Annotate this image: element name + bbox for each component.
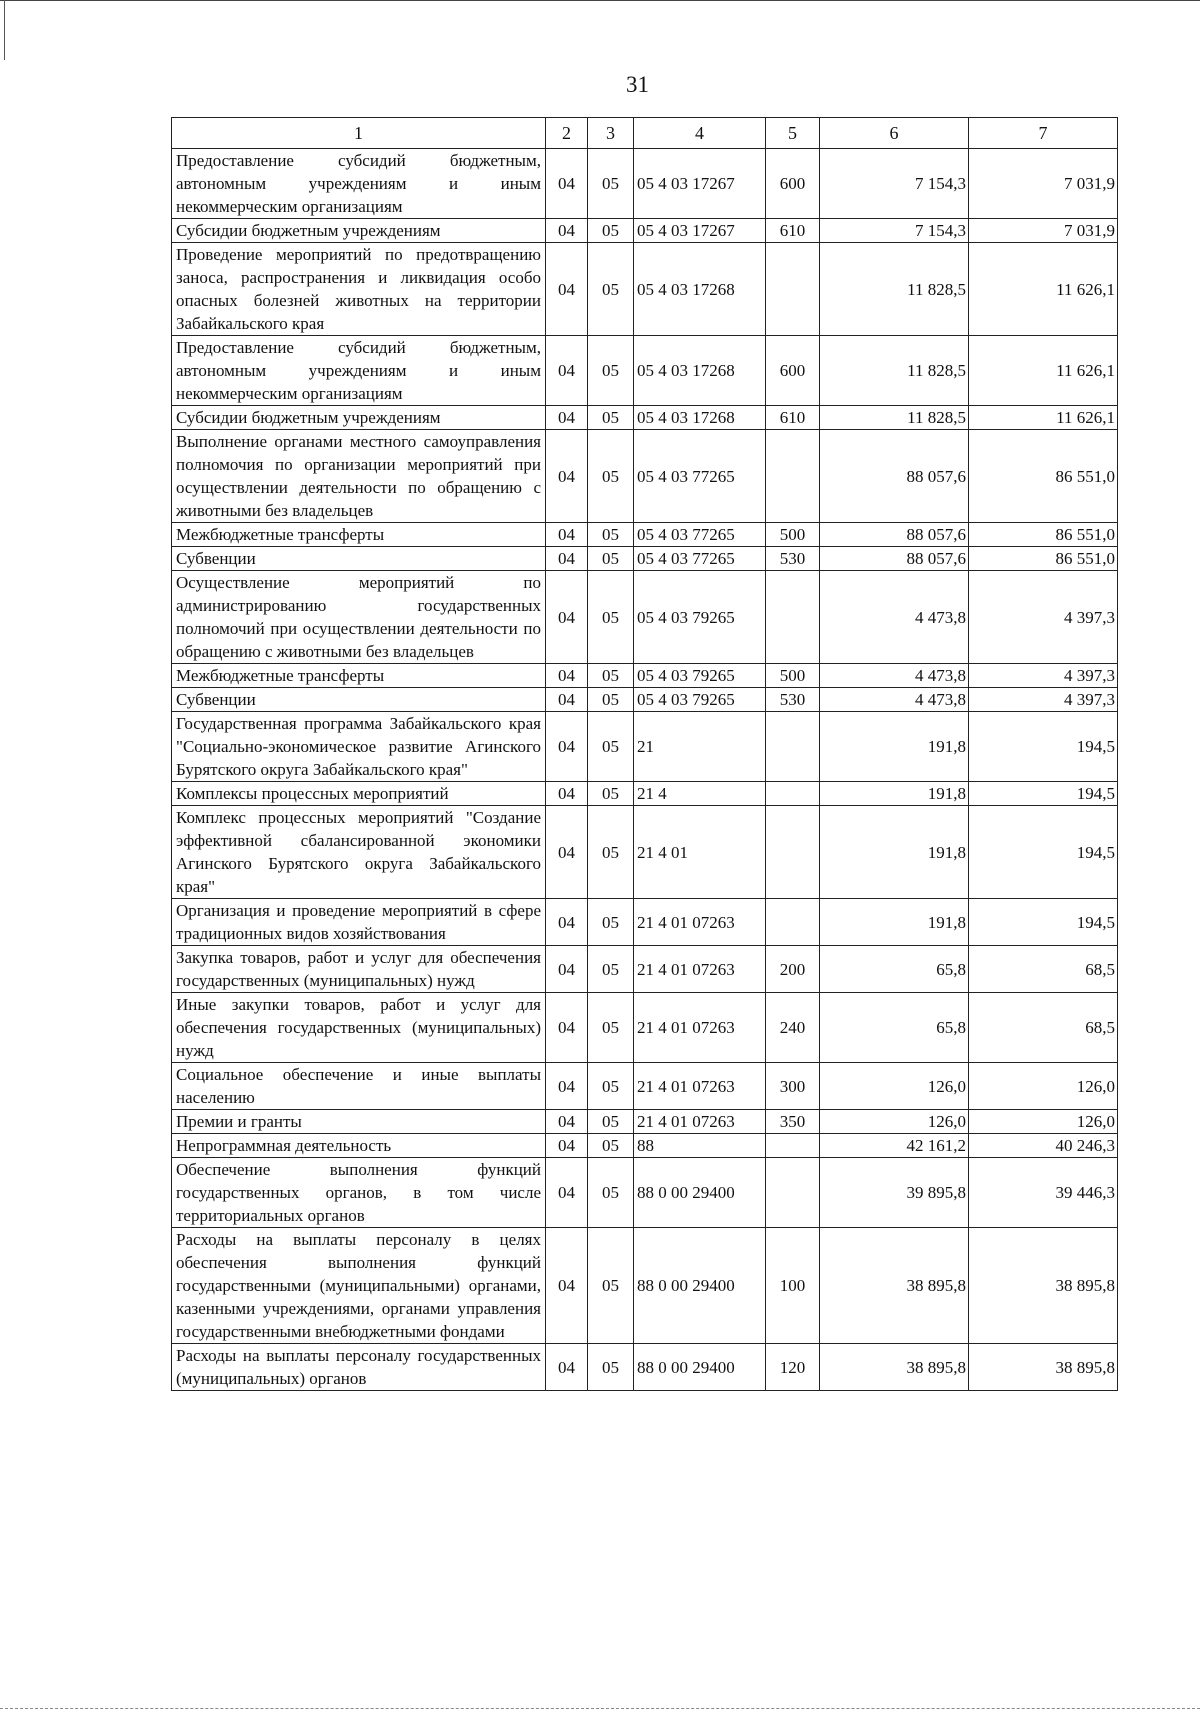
row-description: Комплексы процессных мероприятий bbox=[172, 782, 546, 806]
row-amount-col6: 65,8 bbox=[820, 946, 969, 993]
row-expense-type bbox=[766, 899, 820, 946]
header-cell: 6 bbox=[820, 118, 969, 149]
row-description: Межбюджетные трансферты bbox=[172, 664, 546, 688]
row-amount-col7: 4 397,3 bbox=[969, 664, 1118, 688]
row-amount-col7: 38 895,8 bbox=[969, 1228, 1118, 1344]
row-subsection: 05 bbox=[588, 430, 634, 523]
row-expense-type bbox=[766, 571, 820, 664]
table-row bbox=[172, 688, 1118, 712]
header-cell: 4 bbox=[634, 118, 766, 149]
row-subsection: 05 bbox=[588, 149, 634, 219]
row-section: 04 bbox=[546, 523, 588, 547]
scan-edge-bottom bbox=[0, 1708, 1200, 1709]
table-row bbox=[172, 430, 1118, 523]
row-amount-col6: 11 828,5 bbox=[820, 406, 969, 430]
row-subsection: 05 bbox=[588, 219, 634, 243]
row-description: Расходы на выплаты персоналу в целях обеспечения выполнения функций государственными (муниципальными) органами, казенными учреждениями, органами управления государственными внебюджетными фондами bbox=[172, 1228, 546, 1344]
row-description: Субвенции bbox=[172, 547, 546, 571]
row-section: 04 bbox=[546, 1134, 588, 1158]
row-subsection: 05 bbox=[588, 336, 634, 406]
row-section: 04 bbox=[546, 243, 588, 336]
row-amount-col7: 38 895,8 bbox=[969, 1344, 1118, 1391]
row-target-article: 05 4 03 17267 bbox=[634, 219, 766, 243]
row-amount-col6: 42 161,2 bbox=[820, 1134, 969, 1158]
row-description: Межбюджетные трансферты bbox=[172, 523, 546, 547]
row-amount-col6: 191,8 bbox=[820, 712, 969, 782]
row-amount-col7: 126,0 bbox=[969, 1110, 1118, 1134]
row-amount-col6: 126,0 bbox=[820, 1063, 969, 1110]
row-amount-col6: 4 473,8 bbox=[820, 664, 969, 688]
table-row bbox=[172, 1228, 1118, 1344]
header-cell: 5 bbox=[766, 118, 820, 149]
row-description: Выполнение органами местного самоуправления полномочия по организации мероприятий при осуществлении деятельности по обращению с животными без владельцев bbox=[172, 430, 546, 523]
table-row bbox=[172, 1158, 1118, 1228]
row-expense-type bbox=[766, 806, 820, 899]
table-row bbox=[172, 1063, 1118, 1110]
row-description: Государственная программа Забайкальского края "Социально-экономическое развитие Агинского Бурятского округа Забайкальского края" bbox=[172, 712, 546, 782]
row-subsection: 05 bbox=[588, 523, 634, 547]
row-description: Осуществление мероприятий по администрированию государственных полномочий при осуществлении деятельности по обращению с животными без владельцев bbox=[172, 571, 546, 664]
row-amount-col7: 39 446,3 bbox=[969, 1158, 1118, 1228]
row-section: 04 bbox=[546, 946, 588, 993]
row-subsection: 05 bbox=[588, 1063, 634, 1110]
row-expense-type: 610 bbox=[766, 406, 820, 430]
row-target-article: 21 4 01 07263 bbox=[634, 993, 766, 1063]
row-amount-col6: 88 057,6 bbox=[820, 430, 969, 523]
table-row bbox=[172, 1344, 1118, 1391]
row-amount-col6: 65,8 bbox=[820, 993, 969, 1063]
row-section: 04 bbox=[546, 571, 588, 664]
row-amount-col6: 191,8 bbox=[820, 782, 969, 806]
row-section: 04 bbox=[546, 688, 588, 712]
row-amount-col6: 191,8 bbox=[820, 806, 969, 899]
row-amount-col7: 86 551,0 bbox=[969, 547, 1118, 571]
row-amount-col7: 68,5 bbox=[969, 946, 1118, 993]
row-subsection: 05 bbox=[588, 1110, 634, 1134]
row-section: 04 bbox=[546, 406, 588, 430]
row-target-article: 21 4 bbox=[634, 782, 766, 806]
row-subsection: 05 bbox=[588, 1344, 634, 1391]
row-expense-type: 240 bbox=[766, 993, 820, 1063]
row-expense-type bbox=[766, 243, 820, 336]
row-description: Комплекс процессных мероприятий "Создание эффективной сбалансированной экономики Агинского Бурятского округа Забайкальского края" bbox=[172, 806, 546, 899]
row-target-article: 21 4 01 07263 bbox=[634, 1063, 766, 1110]
row-amount-col6: 4 473,8 bbox=[820, 571, 969, 664]
row-expense-type: 300 bbox=[766, 1063, 820, 1110]
row-expense-type: 600 bbox=[766, 149, 820, 219]
row-subsection: 05 bbox=[588, 664, 634, 688]
row-amount-col7: 194,5 bbox=[969, 712, 1118, 782]
row-description: Организация и проведение мероприятий в сфере традиционных видов хозяйствования bbox=[172, 899, 546, 946]
table-row bbox=[172, 1134, 1118, 1158]
page-number: 31 bbox=[626, 72, 649, 97]
row-description: Субвенции bbox=[172, 688, 546, 712]
row-expense-type: 500 bbox=[766, 523, 820, 547]
row-target-article: 05 4 03 17267 bbox=[634, 149, 766, 219]
row-amount-col6: 7 154,3 bbox=[820, 149, 969, 219]
row-description: Предоставление субсидий бюджетным, автономным учреждениям и иным некоммерческим организациям bbox=[172, 336, 546, 406]
row-description: Субсидии бюджетным учреждениям bbox=[172, 219, 546, 243]
row-amount-col7: 126,0 bbox=[969, 1063, 1118, 1110]
table-row bbox=[172, 1110, 1118, 1134]
table-row bbox=[172, 664, 1118, 688]
scan-edge-top bbox=[0, 0, 1200, 4]
table-row bbox=[172, 712, 1118, 782]
row-target-article: 21 4 01 07263 bbox=[634, 1110, 766, 1134]
row-target-article: 05 4 03 79265 bbox=[634, 571, 766, 664]
row-expense-type: 120 bbox=[766, 1344, 820, 1391]
row-expense-type: 200 bbox=[766, 946, 820, 993]
row-section: 04 bbox=[546, 993, 588, 1063]
row-description: Расходы на выплаты персоналу государственных (муниципальных) органов bbox=[172, 1344, 546, 1391]
row-subsection: 05 bbox=[588, 688, 634, 712]
row-expense-type bbox=[766, 1134, 820, 1158]
row-description: Непрограммная деятельность bbox=[172, 1134, 546, 1158]
row-section: 04 bbox=[546, 1063, 588, 1110]
table-row bbox=[172, 946, 1118, 993]
row-amount-col6: 4 473,8 bbox=[820, 688, 969, 712]
row-expense-type bbox=[766, 782, 820, 806]
row-target-article: 21 4 01 07263 bbox=[634, 899, 766, 946]
row-section: 04 bbox=[546, 782, 588, 806]
table-row bbox=[172, 523, 1118, 547]
header-cell: 2 bbox=[546, 118, 588, 149]
table-row bbox=[172, 243, 1118, 336]
row-amount-col6: 126,0 bbox=[820, 1110, 969, 1134]
row-amount-col6: 11 828,5 bbox=[820, 243, 969, 336]
row-section: 04 bbox=[546, 149, 588, 219]
scan-edge-left bbox=[4, 0, 5, 60]
row-amount-col7: 194,5 bbox=[969, 899, 1118, 946]
row-description: Субсидии бюджетным учреждениям bbox=[172, 406, 546, 430]
row-target-article: 05 4 03 77265 bbox=[634, 523, 766, 547]
budget-table bbox=[171, 117, 1118, 1391]
table-row bbox=[172, 899, 1118, 946]
row-section: 04 bbox=[546, 1158, 588, 1228]
table-row bbox=[172, 571, 1118, 664]
row-description: Социальное обеспечение и иные выплаты населению bbox=[172, 1063, 546, 1110]
row-amount-col7: 11 626,1 bbox=[969, 406, 1118, 430]
table-row bbox=[172, 149, 1118, 219]
row-amount-col7: 7 031,9 bbox=[969, 219, 1118, 243]
row-section: 04 bbox=[546, 1228, 588, 1344]
row-subsection: 05 bbox=[588, 1158, 634, 1228]
row-amount-col7: 86 551,0 bbox=[969, 523, 1118, 547]
row-section: 04 bbox=[546, 664, 588, 688]
row-section: 04 bbox=[546, 806, 588, 899]
row-expense-type: 600 bbox=[766, 336, 820, 406]
row-amount-col6: 11 828,5 bbox=[820, 336, 969, 406]
row-target-article: 05 4 03 17268 bbox=[634, 243, 766, 336]
row-expense-type bbox=[766, 1158, 820, 1228]
row-subsection: 05 bbox=[588, 946, 634, 993]
row-amount-col7: 86 551,0 bbox=[969, 430, 1118, 523]
header-cell: 3 bbox=[588, 118, 634, 149]
row-target-article: 05 4 03 77265 bbox=[634, 430, 766, 523]
row-amount-col7: 194,5 bbox=[969, 806, 1118, 899]
row-amount-col7: 194,5 bbox=[969, 782, 1118, 806]
row-description: Иные закупки товаров, работ и услуг для обеспечения государственных (муниципальных) нужд bbox=[172, 993, 546, 1063]
row-amount-col6: 38 895,8 bbox=[820, 1344, 969, 1391]
row-subsection: 05 bbox=[588, 782, 634, 806]
row-subsection: 05 bbox=[588, 406, 634, 430]
row-target-article: 05 4 03 79265 bbox=[634, 688, 766, 712]
row-section: 04 bbox=[546, 547, 588, 571]
table-row bbox=[172, 806, 1118, 899]
row-target-article: 21 4 01 bbox=[634, 806, 766, 899]
row-expense-type: 500 bbox=[766, 664, 820, 688]
row-amount-col6: 39 895,8 bbox=[820, 1158, 969, 1228]
row-target-article: 05 4 03 79265 bbox=[634, 664, 766, 688]
row-subsection: 05 bbox=[588, 1228, 634, 1344]
row-amount-col6: 191,8 bbox=[820, 899, 969, 946]
row-subsection: 05 bbox=[588, 547, 634, 571]
row-expense-type: 610 bbox=[766, 219, 820, 243]
header-cell: 1 bbox=[172, 118, 546, 149]
row-target-article: 05 4 03 77265 bbox=[634, 547, 766, 571]
row-section: 04 bbox=[546, 712, 588, 782]
row-subsection: 05 bbox=[588, 806, 634, 899]
row-section: 04 bbox=[546, 336, 588, 406]
row-target-article: 88 bbox=[634, 1134, 766, 1158]
table-row bbox=[172, 782, 1118, 806]
row-description: Премии и гранты bbox=[172, 1110, 546, 1134]
table-row bbox=[172, 336, 1118, 406]
row-amount-col6: 88 057,6 bbox=[820, 547, 969, 571]
row-target-article: 88 0 00 29400 bbox=[634, 1228, 766, 1344]
row-expense-type: 530 bbox=[766, 688, 820, 712]
row-section: 04 bbox=[546, 1110, 588, 1134]
header-cell: 7 bbox=[969, 118, 1118, 149]
table-body bbox=[172, 118, 1118, 1391]
row-amount-col6: 7 154,3 bbox=[820, 219, 969, 243]
row-amount-col7: 4 397,3 bbox=[969, 688, 1118, 712]
row-subsection: 05 bbox=[588, 1134, 634, 1158]
row-section: 04 bbox=[546, 899, 588, 946]
row-target-article: 05 4 03 17268 bbox=[634, 336, 766, 406]
row-subsection: 05 bbox=[588, 243, 634, 336]
row-expense-type: 530 bbox=[766, 547, 820, 571]
row-description: Обеспечение выполнения функций государственных органов, в том числе территориальных органов bbox=[172, 1158, 546, 1228]
row-target-article: 88 0 00 29400 bbox=[634, 1344, 766, 1391]
row-target-article: 21 bbox=[634, 712, 766, 782]
row-target-article: 05 4 03 17268 bbox=[634, 406, 766, 430]
table-row bbox=[172, 406, 1118, 430]
row-amount-col7: 11 626,1 bbox=[969, 243, 1118, 336]
row-subsection: 05 bbox=[588, 571, 634, 664]
row-section: 04 bbox=[546, 430, 588, 523]
row-subsection: 05 bbox=[588, 993, 634, 1063]
row-expense-type bbox=[766, 712, 820, 782]
row-amount-col7: 4 397,3 bbox=[969, 571, 1118, 664]
row-target-article: 21 4 01 07263 bbox=[634, 946, 766, 993]
row-description: Закупка товаров, работ и услуг для обеспечения государственных (муниципальных) нужд bbox=[172, 946, 546, 993]
row-description: Предоставление субсидий бюджетным, автономным учреждениям и иным некоммерческим организациям bbox=[172, 149, 546, 219]
table-row bbox=[172, 993, 1118, 1063]
row-expense-type: 350 bbox=[766, 1110, 820, 1134]
row-amount-col6: 88 057,6 bbox=[820, 523, 969, 547]
row-expense-type bbox=[766, 430, 820, 523]
row-amount-col6: 38 895,8 bbox=[820, 1228, 969, 1344]
row-subsection: 05 bbox=[588, 899, 634, 946]
row-description: Проведение мероприятий по предотвращению заноса, распространения и ликвидация особо опасных болезней животных на территории Забайкальского края bbox=[172, 243, 546, 336]
row-target-article: 88 0 00 29400 bbox=[634, 1158, 766, 1228]
row-section: 04 bbox=[546, 219, 588, 243]
row-amount-col7: 7 031,9 bbox=[969, 149, 1118, 219]
row-section: 04 bbox=[546, 1344, 588, 1391]
row-amount-col7: 40 246,3 bbox=[969, 1134, 1118, 1158]
row-amount-col7: 68,5 bbox=[969, 993, 1118, 1063]
row-subsection: 05 bbox=[588, 712, 634, 782]
row-expense-type: 100 bbox=[766, 1228, 820, 1344]
table-row bbox=[172, 219, 1118, 243]
table-header-row bbox=[172, 118, 1118, 149]
row-amount-col7: 11 626,1 bbox=[969, 336, 1118, 406]
table-row bbox=[172, 547, 1118, 571]
